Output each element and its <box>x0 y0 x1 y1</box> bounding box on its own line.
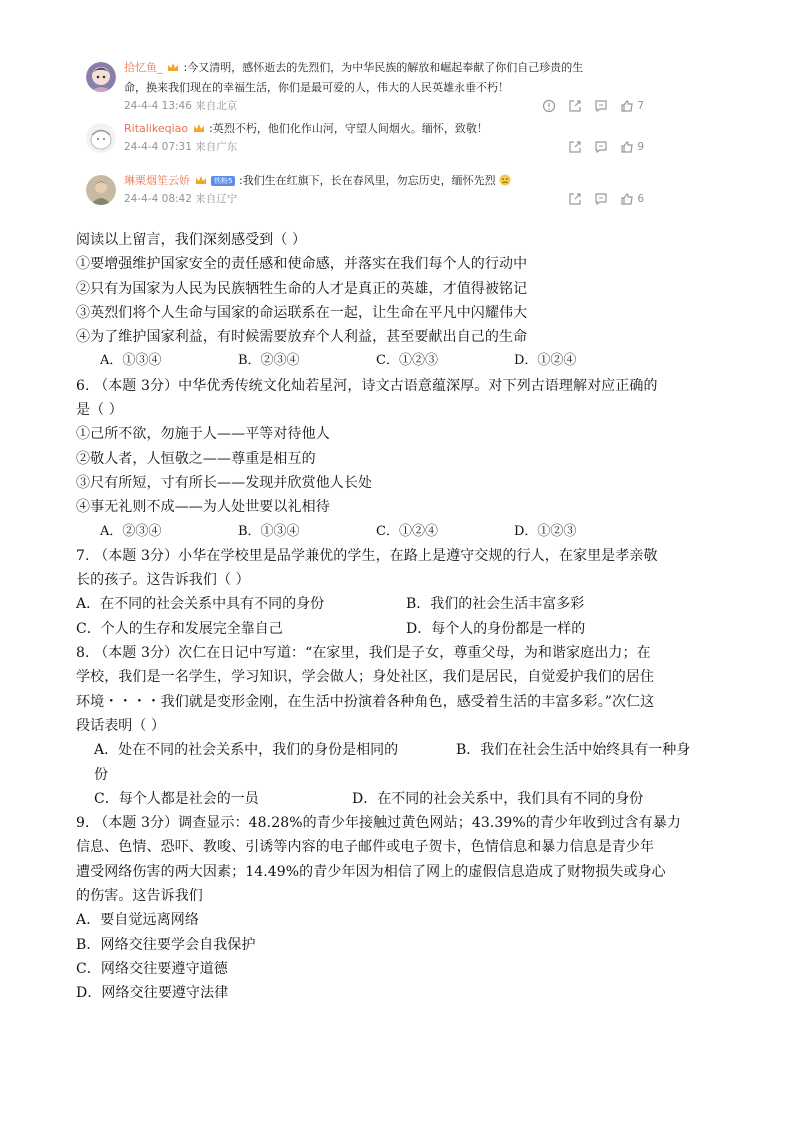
option-c[interactable]: C．个人的生存和发展完全靠自己 <box>76 620 283 637</box>
question-7 <box>76 544 724 641</box>
question-stem-cont: 长的孩子。这告诉我们（ ） <box>76 572 250 589</box>
option-c[interactable]: C．①②④ <box>376 523 438 539</box>
comment-text: :我们生在红旗下，长在春风里，勿忘历史，缅怀先烈 <box>238 174 496 187</box>
username-link[interactable]: Ritalikeqiao <box>124 122 189 135</box>
comment-text-line <box>124 58 644 78</box>
crown-icon <box>195 175 207 185</box>
question-stem-cont: 遭受网络伤害的两大因素；14.49%的青少年因为相信了网上的虚假信息造成了财物损失或身心 <box>76 863 666 880</box>
like-button[interactable] <box>620 191 644 207</box>
share-icon[interactable] <box>568 140 582 154</box>
question-stem: 8. （本题 3分）次仁在日记中写道：“在家里，我们是子女，尊重父母，为和谐家庭出力；在 <box>76 645 651 662</box>
question-stem-cont: 信息、色情、恐吓、教唆、引诱等内容的电子邮件或电子贺卡，色情信息和暴力信息是青少年 <box>76 839 655 856</box>
option-d[interactable]: D．网络交往要遵守法律 <box>76 985 229 1002</box>
thumbs-up-icon <box>620 192 634 206</box>
question-5 <box>76 228 724 374</box>
comment-actions <box>568 191 644 207</box>
answer-options-row <box>76 617 724 641</box>
like-button[interactable] <box>620 139 644 155</box>
answer-options-row <box>76 738 724 762</box>
comment-text: :今又清明，感怀逝去的先烈们，为中华民族的解放和崛起奉献了你们自己珍贵的生 <box>183 61 584 74</box>
option-c[interactable]: C．每个人都是社会的一员 <box>94 790 259 807</box>
comment-icon[interactable] <box>594 140 608 154</box>
statement-item: ②只有为国家为人民为民族牺牲生命的人才是真正的英雄，才值得被铭记 <box>76 280 528 297</box>
answer-options <box>76 520 724 544</box>
option-d[interactable]: D．①②③ <box>514 523 577 539</box>
comment-icon[interactable] <box>594 192 608 206</box>
comment-actions <box>568 139 644 155</box>
comment-text: :英烈不朽，他们化作山河，守望人间烟火。缅怀，致敬！ <box>209 122 488 135</box>
comment-time-location: 24-4-4 07:31 来自广东 <box>124 141 238 153</box>
question-stem-cont: 环境・・・・我们就是变形金刚，在生活中扮演着各种角色，感受着生活的丰富多彩。”次仁这 <box>76 693 655 710</box>
answer-options <box>76 349 724 373</box>
crown-icon <box>167 62 179 72</box>
question-8 <box>76 641 724 811</box>
question-stem: 9. （本题 3分）调查显示：48.28%的青少年接触过黄色网站；43.39%的青少年收到过含有暴力 <box>76 815 681 832</box>
question-stem-cont: 段话表明（ ） <box>76 717 166 734</box>
sad-face-emoji-icon <box>499 174 511 186</box>
comment-actions <box>542 98 644 114</box>
question-6 <box>76 374 724 544</box>
question-stem-cont: 的伤害。这告诉我们 <box>76 888 203 905</box>
option-b-cont: 份 <box>94 766 109 783</box>
question-stem-cont: 是（ ） <box>76 402 123 419</box>
comment-meta <box>124 139 644 155</box>
statement-item: ③尺有所短，寸有所长——发现并欣赏他人长处 <box>76 474 373 491</box>
statement-item: ①要增强维护国家安全的责任感和使命感，并落实在我们每个人的行动中 <box>76 256 528 273</box>
share-icon[interactable] <box>568 192 582 206</box>
option-b[interactable]: B．我们在社会生活中始终具有一种身 <box>456 742 691 759</box>
option-d[interactable]: D．每个人的身份都是一样的 <box>406 620 586 637</box>
like-count: 9 <box>637 141 644 153</box>
thumbs-up-icon <box>620 140 634 154</box>
question-stem: 阅读以上留言，我们深刻感受到（ ） <box>76 232 307 248</box>
option-c[interactable]: C．①②③ <box>376 353 438 369</box>
comment-meta <box>124 98 644 114</box>
comment-time-location: 24-4-4 08:42 来自辽宁 <box>124 193 238 205</box>
option-b[interactable]: B．②③④ <box>238 353 300 369</box>
report-icon[interactable] <box>542 99 556 113</box>
comment-meta <box>124 191 644 207</box>
option-a[interactable]: A．②③④ <box>100 523 162 539</box>
statement-item: ③英烈们将个人生命与国家的命运联系在一起，让生命在平凡中闪耀伟大 <box>76 304 528 321</box>
like-count: 7 <box>637 100 644 112</box>
photo-avatar[interactable] <box>86 175 116 205</box>
comment-item <box>86 171 646 223</box>
option-d[interactable]: D．①②④ <box>514 353 577 369</box>
thumbs-up-icon <box>620 99 634 113</box>
option-a[interactable]: A．在不同的社会关系中具有不同的身份 <box>76 596 325 613</box>
question-9 <box>76 811 724 1005</box>
username-link[interactable]: 琳栗烟笙云娇 <box>124 174 190 187</box>
option-a[interactable]: A．处在不同的社会关系中，我们的身份是相同的 <box>94 742 399 759</box>
anime-girl-avatar[interactable] <box>86 62 116 92</box>
username-link[interactable]: 拾忆鱼_ <box>124 61 163 74</box>
comment-icon[interactable] <box>594 99 608 113</box>
option-a[interactable]: A．①③④ <box>100 353 162 369</box>
statement-item: ④为了维护国家利益，有时候需要放弃个人利益，甚至要献出自己的生命 <box>76 329 528 346</box>
option-a[interactable]: A．要自觉远离网络 <box>76 912 200 929</box>
comment-item <box>86 119 646 171</box>
question-section <box>76 228 724 1006</box>
option-d[interactable]: D．在不同的社会关系中，我们具有不同的身份 <box>352 790 644 807</box>
comment-item <box>86 58 646 119</box>
fan-badge: 铁粉5 <box>211 176 235 186</box>
share-icon[interactable] <box>568 99 582 113</box>
comment-text-cont: 命，换来我们现在的幸福生活，你们是最可爱的人，伟大的人民英雄永垂不朽！ <box>124 81 509 94</box>
like-count: 6 <box>637 193 644 205</box>
statement-item: ②敬人者，人恒敬之——尊重是相互的 <box>76 450 316 467</box>
option-b[interactable]: B．网络交往要学会自我保护 <box>76 936 256 953</box>
answer-options-row <box>76 787 724 811</box>
comment-text-line <box>124 171 644 191</box>
statement-item: ①己所不欲，勿施于人——平等对待他人 <box>76 426 330 443</box>
comment-time-location: 24-4-4 13:46 来自北京 <box>124 100 238 112</box>
question-stem: 6. （本题 3分）中华优秀传统文化灿若星河，诗文古语意蕴深厚。对下列古语理解对应正确的 <box>76 377 658 394</box>
question-stem-cont: 学校，我们是一名学生，学习知识，学会做人；身处社区，我们是居民，自觉爱护我们的居住 <box>76 669 655 686</box>
like-button[interactable] <box>620 98 644 114</box>
crown-icon <box>193 123 205 133</box>
comment-text-line <box>124 78 644 98</box>
comment-list <box>86 58 646 223</box>
cartoon-face-avatar[interactable] <box>86 123 116 153</box>
statement-item: ④事无礼则不成——为人处世要以礼相待 <box>76 499 330 516</box>
answer-options-row <box>76 592 724 616</box>
option-b[interactable]: B．我们的社会生活丰富多彩 <box>406 596 585 613</box>
option-b[interactable]: B．①③④ <box>238 523 300 539</box>
question-stem: 7. （本题 3分）小华在学校里是品学兼优的学生，在路上是遵守交规的行人，在家里是孝亲敬 <box>76 547 658 564</box>
comment-text-line <box>124 119 644 139</box>
option-c[interactable]: C．网络交往要遵守道德 <box>76 960 228 977</box>
